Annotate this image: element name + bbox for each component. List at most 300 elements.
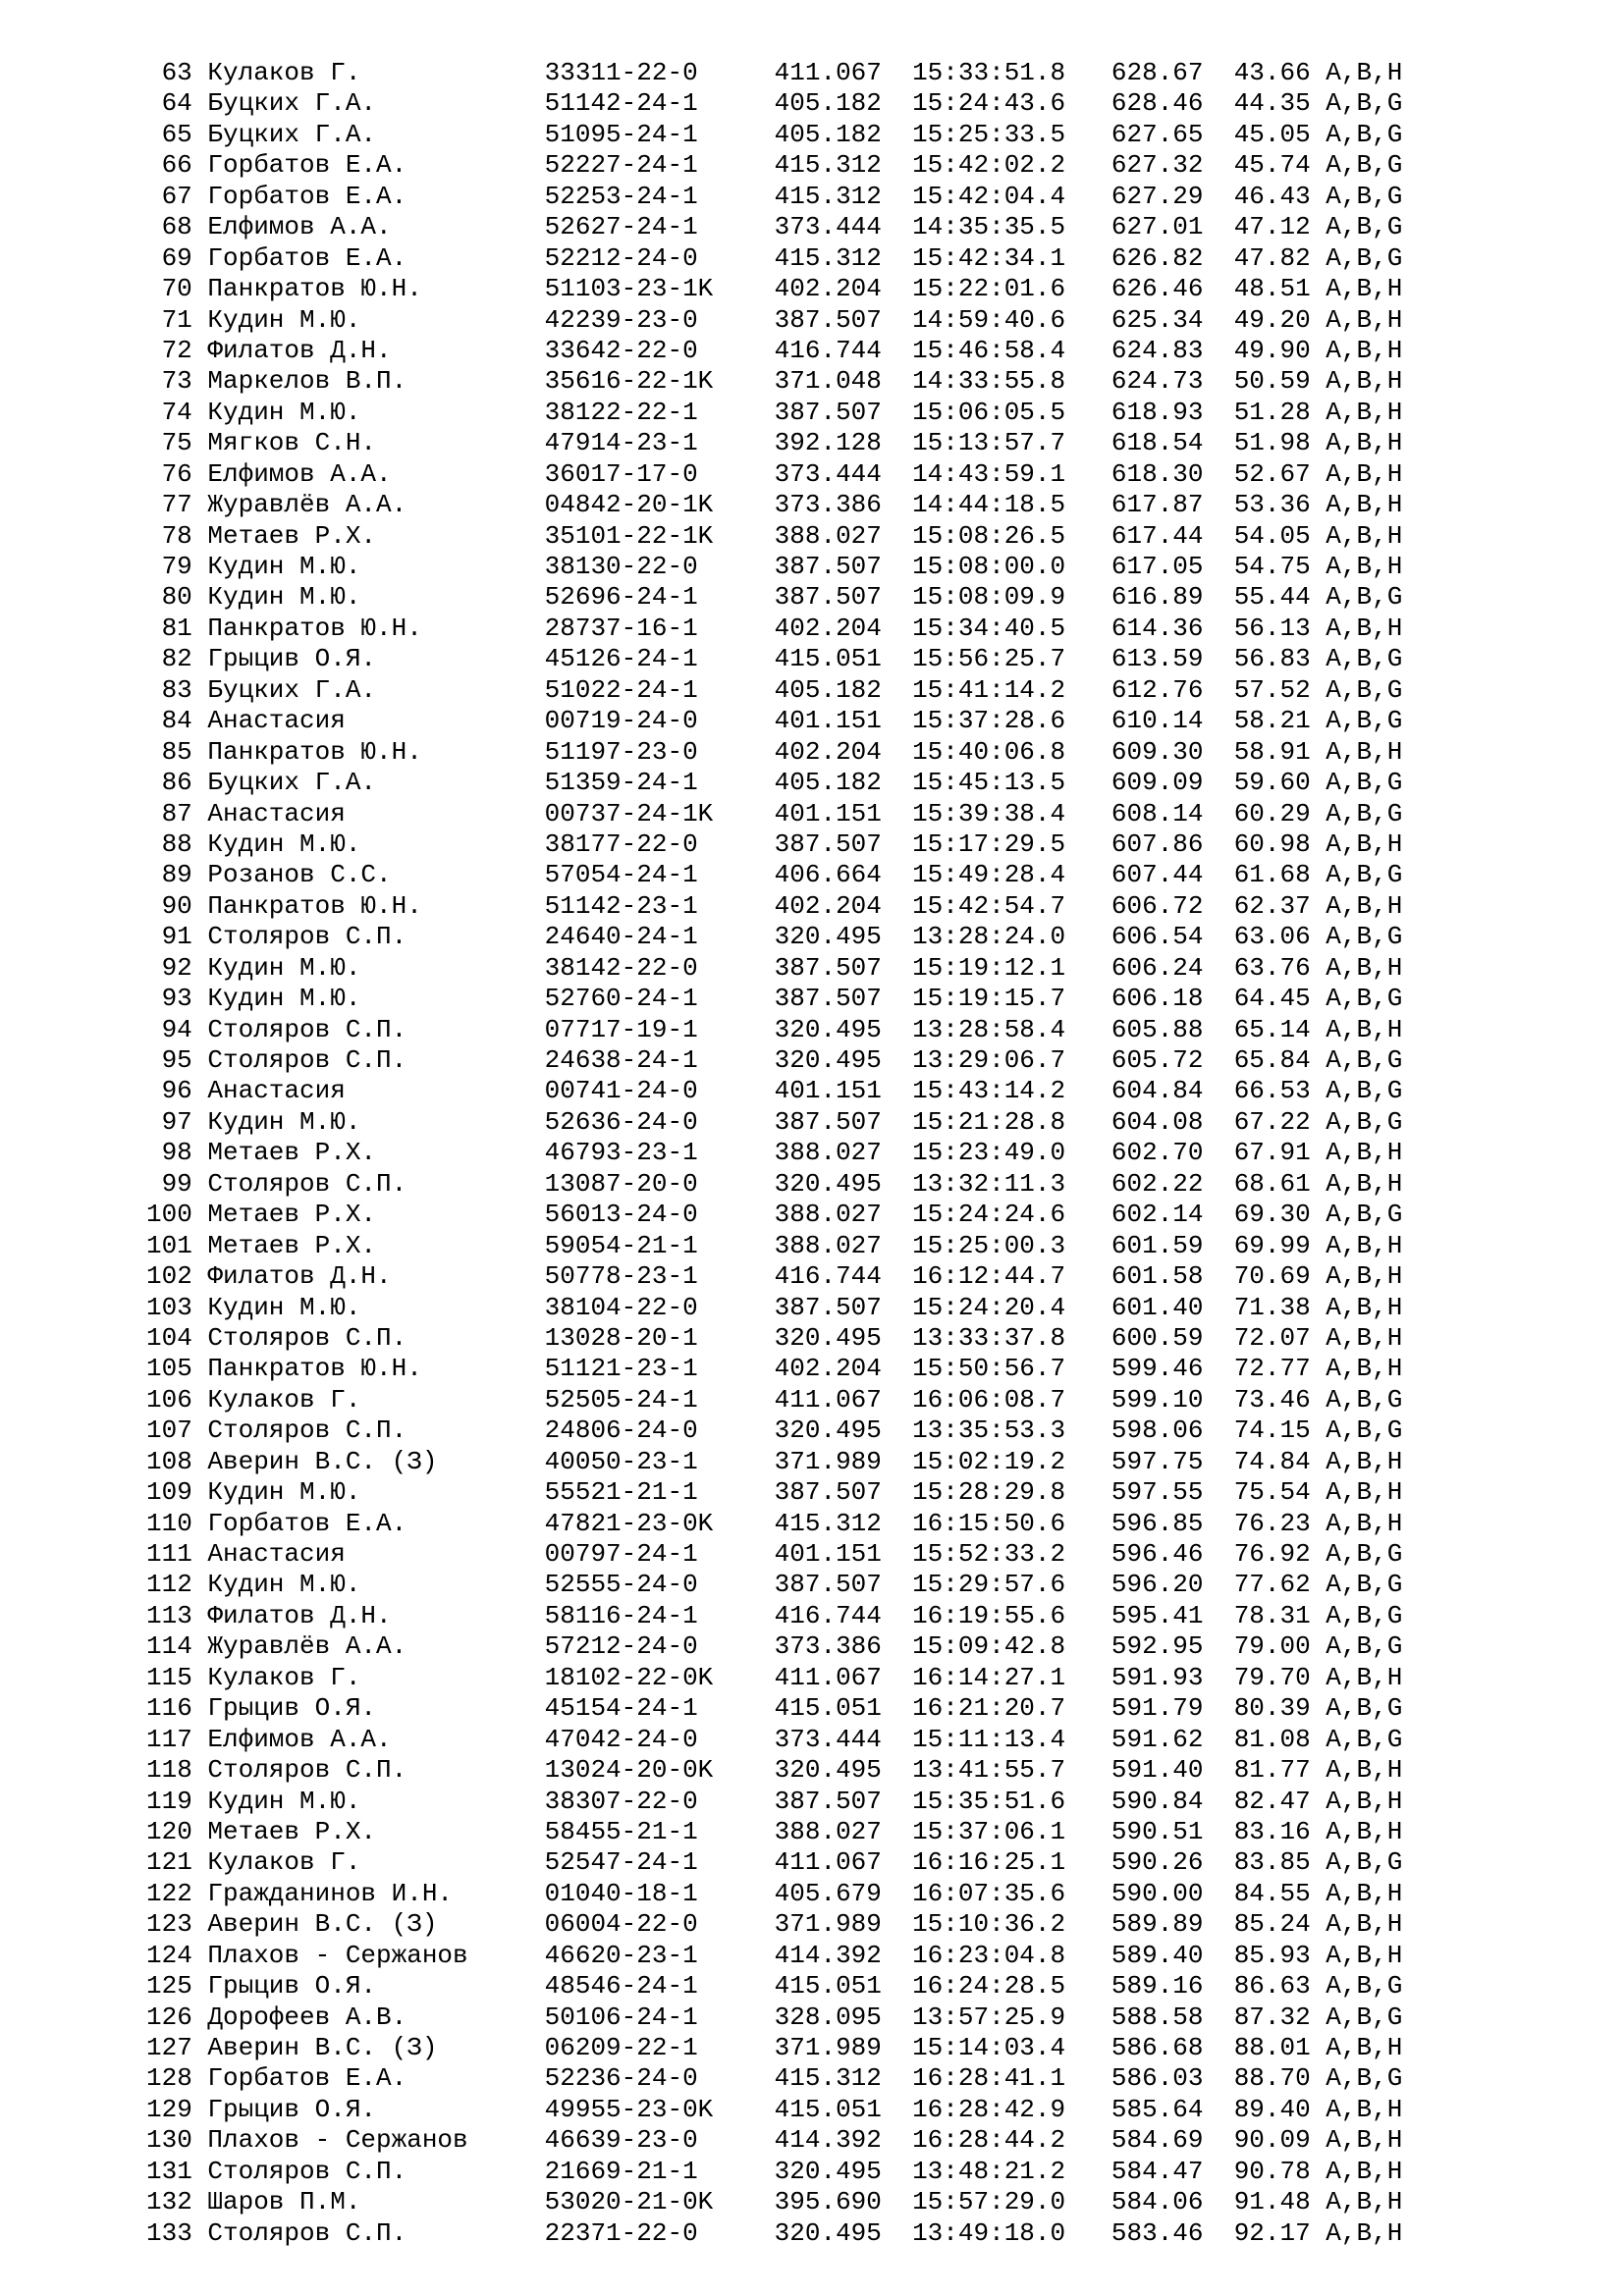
name-cell: Аверин В.С. (З)	[207, 1909, 438, 1940]
value2-cell: 601.59	[1110, 1230, 1204, 1260]
document-table	[146, 58, 1402, 2249]
flags-cell: A,B,H	[1326, 1878, 1403, 1908]
id-code-cell: 45154-24-1	[544, 1693, 698, 1724]
row-number-cell: 101	[146, 1230, 192, 1260]
row-number-cell: 108	[146, 1446, 192, 1476]
name-cell: Кудин М.Ю.	[207, 552, 361, 581]
row-number-cell: 119	[146, 1786, 192, 1816]
value1-cell: 320.495	[774, 2217, 882, 2248]
value1-cell: 395.690	[774, 2187, 882, 2217]
value1-cell: 387.507	[774, 952, 882, 983]
name-cell: Горбатов Е.А.	[207, 2063, 407, 2094]
flags-cell: A,B,G	[1326, 1106, 1403, 1137]
name-cell: Панкратов Ю.Н.	[207, 1354, 422, 1384]
value1-cell: 371.048	[774, 366, 882, 397]
flags-cell: A,B,H	[1326, 552, 1403, 581]
row-number-cell: 74	[161, 397, 192, 427]
value2-cell: 590.51	[1110, 1816, 1204, 1846]
name-cell: Грыцив О.Я.	[207, 1971, 377, 2002]
row-number-cell: 86	[161, 768, 192, 798]
table-row	[146, 829, 1402, 860]
value1-cell: 402.204	[774, 1354, 882, 1384]
value2-cell: 595.41	[1110, 1600, 1204, 1630]
name-cell: Аверин В.С. (З)	[207, 1446, 438, 1476]
table-row	[146, 120, 1402, 150]
name-cell: Кудин М.Ю.	[207, 952, 361, 983]
value3-cell: 70.69	[1233, 1261, 1311, 1292]
value2-cell: 605.72	[1110, 1045, 1204, 1075]
time-cell: 15:19:12.1	[912, 952, 1066, 983]
row-number-cell: 84	[161, 706, 192, 736]
name-cell: Кулаков Г.	[207, 1847, 361, 1878]
id-code-cell: 52227-24-1	[544, 150, 698, 181]
id-code-cell: 51197-23-0	[544, 736, 698, 767]
flags-cell: A,B,H	[1326, 520, 1403, 551]
flags-cell: A,B,H	[1326, 2125, 1403, 2156]
value3-cell: 88.70	[1233, 2063, 1311, 2094]
id-code-cell: 50778-23-1	[544, 1261, 698, 1292]
value1-cell: 415.051	[774, 1693, 882, 1724]
id-code-cell: 59054-21-1	[544, 1230, 698, 1260]
value3-cell: 76.23	[1233, 1508, 1311, 1538]
value2-cell: 591.62	[1110, 1724, 1204, 1754]
value2-cell: 590.26	[1110, 1847, 1204, 1878]
row-number-cell: 105	[146, 1354, 192, 1384]
row-number-cell: 65	[161, 119, 192, 149]
row-number-cell: 117	[146, 1724, 192, 1754]
flags-cell: A,B,G	[1326, 2002, 1403, 2032]
row-number-cell: 91	[161, 922, 192, 952]
row-number-cell: 77	[161, 490, 192, 520]
row-number-cell: 124	[146, 1940, 192, 1970]
row-number-cell: 85	[161, 736, 192, 767]
time-cell: 16:12:44.7	[912, 1261, 1066, 1292]
id-code-cell: 00741-24-0	[544, 1076, 698, 1106]
table-row	[146, 737, 1402, 768]
name-cell: Филатов Д.Н.	[207, 1600, 392, 1630]
time-cell: 15:46:58.4	[912, 335, 1066, 365]
value2-cell: 614.36	[1110, 613, 1204, 643]
table-row	[146, 984, 1402, 1014]
value1-cell: 328.095	[774, 2002, 882, 2032]
value3-cell: 46.43	[1233, 181, 1311, 211]
value2-cell: 597.55	[1110, 1477, 1204, 1508]
flags-cell: A,B,G	[1326, 1076, 1403, 1106]
value2-cell: 589.16	[1110, 1971, 1204, 2002]
flags-cell: A,B,H	[1326, 397, 1403, 427]
value3-cell: 91.48	[1233, 2187, 1311, 2217]
table-row	[146, 1755, 1402, 1786]
value2-cell: 617.05	[1110, 552, 1204, 581]
time-cell: 14:43:59.1	[912, 458, 1066, 489]
time-cell: 15:24:24.6	[912, 1200, 1066, 1230]
value3-cell: 66.53	[1233, 1076, 1311, 1106]
time-cell: 16:28:44.2	[912, 2125, 1066, 2156]
time-cell: 15:34:40.5	[912, 613, 1066, 643]
flags-cell: A,B,G	[1326, 674, 1403, 705]
id-code-cell: 52236-24-0	[544, 2063, 698, 2094]
value2-cell: 604.08	[1110, 1106, 1204, 1137]
name-cell: Метаев Р.Х.	[207, 1200, 377, 1230]
value2-cell: 602.14	[1110, 1200, 1204, 1230]
name-cell: Метаев Р.Х.	[207, 1816, 377, 1846]
time-cell: 15:42:34.1	[912, 242, 1066, 273]
flags-cell: A,B,G	[1326, 1415, 1403, 1446]
value3-cell: 80.39	[1233, 1693, 1311, 1724]
flags-cell: A,B,G	[1326, 706, 1403, 736]
name-cell: Столяров С.П.	[207, 1415, 407, 1446]
flags-cell: A,B,H	[1326, 1230, 1403, 1260]
value3-cell: 58.21	[1233, 706, 1311, 736]
name-cell: Мягков С.Н.	[207, 428, 377, 458]
row-number-cell: 118	[146, 1755, 192, 1786]
value1-cell: 414.392	[774, 1940, 882, 1970]
name-cell: Метаев Р.Х.	[207, 520, 377, 551]
table-row	[146, 1200, 1402, 1230]
table-row	[146, 1693, 1402, 1724]
value3-cell: 73.46	[1233, 1384, 1311, 1415]
id-code-cell: 48546-24-1	[544, 1971, 698, 2002]
time-cell: 16:14:27.1	[912, 1662, 1066, 1692]
id-code-cell: 57212-24-0	[544, 1631, 698, 1662]
value3-cell: 76.92	[1233, 1539, 1311, 1569]
time-cell: 15:09:42.8	[912, 1631, 1066, 1662]
time-cell: 13:48:21.2	[912, 2156, 1066, 2186]
table-row	[146, 706, 1402, 736]
value3-cell: 85.93	[1233, 1940, 1311, 1970]
table-row	[146, 1539, 1402, 1570]
id-code-cell: 01040-18-1	[544, 1878, 698, 1908]
value3-cell: 90.78	[1233, 2156, 1311, 2186]
table-row	[146, 582, 1402, 613]
value2-cell: 584.69	[1110, 2125, 1204, 2156]
flags-cell: A,B,H	[1326, 2033, 1403, 2062]
table-row	[146, 1169, 1402, 1200]
value3-cell: 90.09	[1233, 2125, 1311, 2156]
value2-cell: 618.30	[1110, 458, 1204, 489]
time-cell: 13:49:18.0	[912, 2217, 1066, 2248]
flags-cell: A,B,H	[1326, 1909, 1403, 1940]
flags-cell: A,B,H	[1326, 1786, 1403, 1816]
value1-cell: 387.507	[774, 552, 882, 581]
flags-cell: A,B,G	[1326, 922, 1403, 952]
name-cell: Грыцив О.Я.	[207, 2094, 377, 2124]
flags-cell: A,B,G	[1326, 1693, 1403, 1724]
time-cell: 15:29:57.6	[912, 1570, 1066, 1600]
table-row	[146, 1909, 1402, 1940]
value2-cell: 606.72	[1110, 890, 1204, 921]
row-number-cell: 115	[146, 1662, 192, 1692]
value3-cell: 63.76	[1233, 952, 1311, 983]
value2-cell: 590.84	[1110, 1786, 1204, 1816]
flags-cell: A,B,H	[1326, 490, 1403, 520]
table-row	[146, 1941, 1402, 1971]
table-row	[146, 521, 1402, 552]
value2-cell: 612.76	[1110, 674, 1204, 705]
id-code-cell: 33311-22-0	[544, 58, 698, 87]
time-cell: 13:57:25.9	[912, 2002, 1066, 2032]
time-cell: 15:08:00.0	[912, 552, 1066, 581]
value1-cell: 387.507	[774, 582, 882, 613]
row-number-cell: 69	[161, 242, 192, 273]
value1-cell: 320.495	[774, 1014, 882, 1044]
value1-cell: 415.312	[774, 242, 882, 273]
name-cell: Шаров П.М.	[207, 2187, 361, 2217]
name-cell: Панкратов Ю.Н.	[207, 890, 422, 921]
value2-cell: 602.70	[1110, 1138, 1204, 1168]
flags-cell: A,B,G	[1326, 181, 1403, 211]
value1-cell: 320.495	[774, 1045, 882, 1075]
value2-cell: 626.82	[1110, 242, 1204, 273]
value1-cell: 388.027	[774, 1200, 882, 1230]
name-cell: Столяров С.П.	[207, 1014, 407, 1044]
name-cell: Елфимов А.А.	[207, 458, 392, 489]
value3-cell: 60.29	[1233, 798, 1311, 828]
value3-cell: 54.75	[1233, 552, 1311, 581]
id-code-cell: 51121-23-1	[544, 1354, 698, 1384]
table-row	[146, 1601, 1402, 1631]
flags-cell: A,B,H	[1326, 1292, 1403, 1322]
value2-cell: 610.14	[1110, 706, 1204, 736]
value1-cell: 387.507	[774, 397, 882, 427]
value2-cell: 599.46	[1110, 1354, 1204, 1384]
value3-cell: 49.90	[1233, 335, 1311, 365]
table-row	[146, 1847, 1402, 1878]
value2-cell: 601.58	[1110, 1261, 1204, 1292]
row-number-cell: 113	[146, 1600, 192, 1630]
row-number-cell: 133	[146, 2217, 192, 2248]
value2-cell: 600.59	[1110, 1322, 1204, 1353]
time-cell: 13:41:55.7	[912, 1755, 1066, 1786]
time-cell: 16:15:50.6	[912, 1508, 1066, 1538]
id-code-cell: 47914-23-1	[544, 428, 698, 458]
value2-cell: 604.84	[1110, 1076, 1204, 1106]
flags-cell: A,B,G	[1326, 2063, 1403, 2094]
id-code-cell: 13028-20-1	[544, 1322, 698, 1353]
id-code-cell: 52547-24-1	[544, 1847, 698, 1878]
row-number-cell: 90	[161, 890, 192, 921]
row-number-cell: 110	[146, 1508, 192, 1538]
name-cell: Кудин М.Ю.	[207, 828, 361, 859]
value1-cell: 387.507	[774, 1477, 882, 1508]
id-code-cell: 46620-23-1	[544, 1940, 698, 1970]
flags-cell: A,B,H	[1326, 1755, 1403, 1786]
value3-cell: 86.63	[1233, 1971, 1311, 2002]
time-cell: 15:40:06.8	[912, 736, 1066, 767]
name-cell: Кудин М.Ю.	[207, 1106, 361, 1137]
time-cell: 15:52:33.2	[912, 1539, 1066, 1569]
time-cell: 15:06:05.5	[912, 397, 1066, 427]
id-code-cell: 28737-16-1	[544, 613, 698, 643]
value1-cell: 405.182	[774, 768, 882, 798]
time-cell: 14:33:55.8	[912, 366, 1066, 397]
table-row	[146, 2187, 1402, 2217]
id-code-cell: 18102-22-0K	[544, 1662, 714, 1692]
value3-cell: 71.38	[1233, 1292, 1311, 1322]
value2-cell: 627.32	[1110, 150, 1204, 181]
row-number-cell: 70	[161, 274, 192, 304]
flags-cell: A,B,G	[1326, 1847, 1403, 1878]
value2-cell: 589.89	[1110, 1909, 1204, 1940]
value3-cell: 56.13	[1233, 613, 1311, 643]
flags-cell: A,B,H	[1326, 274, 1403, 304]
id-code-cell: 40050-23-1	[544, 1446, 698, 1476]
flags-cell: A,B,H	[1326, 2187, 1403, 2217]
table-row	[146, 614, 1402, 644]
value2-cell: 618.54	[1110, 428, 1204, 458]
value2-cell: 624.83	[1110, 335, 1204, 365]
value3-cell: 45.05	[1233, 119, 1311, 149]
value2-cell: 627.29	[1110, 181, 1204, 211]
value2-cell: 591.79	[1110, 1693, 1204, 1724]
flags-cell: A,B,G	[1326, 644, 1403, 674]
flags-cell: A,B,H	[1326, 890, 1403, 921]
value2-cell: 586.03	[1110, 2063, 1204, 2094]
value1-cell: 416.744	[774, 1261, 882, 1292]
name-cell: Столяров С.П.	[207, 922, 407, 952]
value3-cell: 45.74	[1233, 150, 1311, 181]
flags-cell: A,B,G	[1326, 1724, 1403, 1754]
value1-cell: 371.989	[774, 1909, 882, 1940]
time-cell: 15:28:29.8	[912, 1477, 1066, 1508]
flags-cell: A,B,H	[1326, 2094, 1403, 2124]
id-code-cell: 24640-24-1	[544, 922, 698, 952]
flags-cell: A,B,G	[1326, 1570, 1403, 1600]
name-cell: Горбатов Е.А.	[207, 181, 407, 211]
value1-cell: 373.444	[774, 1724, 882, 1754]
flags-cell: A,B,G	[1326, 242, 1403, 273]
value3-cell: 74.84	[1233, 1446, 1311, 1476]
id-code-cell: 06004-22-0	[544, 1909, 698, 1940]
id-code-cell: 52696-24-1	[544, 582, 698, 613]
time-cell: 16:28:41.1	[912, 2063, 1066, 2094]
value1-cell: 320.495	[774, 922, 882, 952]
time-cell: 13:28:58.4	[912, 1014, 1066, 1044]
row-number-cell: 79	[161, 552, 192, 581]
name-cell: Буцких Г.А.	[207, 119, 377, 149]
value1-cell: 388.027	[774, 1230, 882, 1260]
value3-cell: 54.05	[1233, 520, 1311, 551]
value1-cell: 415.051	[774, 1971, 882, 2002]
row-number-cell: 66	[161, 150, 192, 181]
time-cell: 14:44:18.5	[912, 490, 1066, 520]
value3-cell: 82.47	[1233, 1786, 1311, 1816]
value3-cell: 50.59	[1233, 366, 1311, 397]
time-cell: 15:14:03.4	[912, 2033, 1066, 2062]
row-number-cell: 126	[146, 2002, 192, 2032]
table-row	[146, 1045, 1402, 1076]
value3-cell: 69.99	[1233, 1230, 1311, 1260]
id-code-cell: 33642-22-0	[544, 335, 698, 365]
flags-cell: A,B,G	[1326, 150, 1403, 181]
flags-cell: A,B,H	[1326, 304, 1403, 335]
time-cell: 15:23:49.0	[912, 1138, 1066, 1168]
row-number-cell: 80	[161, 582, 192, 613]
row-number-cell: 114	[146, 1631, 192, 1662]
value2-cell: 609.30	[1110, 736, 1204, 767]
table-row	[146, 150, 1402, 181]
id-code-cell: 38130-22-0	[544, 552, 698, 581]
time-cell: 15:21:28.8	[912, 1106, 1066, 1137]
flags-cell: A,B,G	[1326, 88, 1403, 119]
id-code-cell: 35101-22-1K	[544, 520, 714, 551]
row-number-cell: 116	[146, 1693, 192, 1724]
value1-cell: 415.312	[774, 1508, 882, 1538]
time-cell: 15:49:28.4	[912, 860, 1066, 890]
row-number-cell: 97	[161, 1106, 192, 1137]
table-row	[146, 675, 1402, 706]
flags-cell: A,B,H	[1326, 1446, 1403, 1476]
flags-cell: A,B,H	[1326, 1477, 1403, 1508]
value1-cell: 371.989	[774, 2033, 882, 2062]
time-cell: 15:25:00.3	[912, 1230, 1066, 1260]
name-cell: Кудин М.Ю.	[207, 1477, 361, 1508]
value2-cell: 596.85	[1110, 1508, 1204, 1538]
value1-cell: 320.495	[774, 1168, 882, 1199]
name-cell: Столяров С.П.	[207, 2156, 407, 2186]
flags-cell: A,B,H	[1326, 458, 1403, 489]
value1-cell: 402.204	[774, 613, 882, 643]
row-number-cell: 81	[161, 613, 192, 643]
table-row	[146, 768, 1402, 798]
value3-cell: 81.08	[1233, 1724, 1311, 1754]
row-number-cell: 92	[161, 952, 192, 983]
value1-cell: 405.182	[774, 119, 882, 149]
value1-cell: 402.204	[774, 890, 882, 921]
value1-cell: 320.495	[774, 1755, 882, 1786]
table-row	[146, 1076, 1402, 1106]
table-row	[146, 1015, 1402, 1045]
value1-cell: 405.182	[774, 674, 882, 705]
value1-cell: 401.151	[774, 1076, 882, 1106]
value1-cell: 405.679	[774, 1878, 882, 1908]
name-cell: Кудин М.Ю.	[207, 582, 361, 613]
name-cell: Столяров С.П.	[207, 1755, 407, 1786]
flags-cell: A,B,H	[1326, 952, 1403, 983]
id-code-cell: 22371-22-0	[544, 2217, 698, 2248]
value2-cell: 606.18	[1110, 984, 1204, 1014]
time-cell: 13:33:37.8	[912, 1322, 1066, 1353]
name-cell: Кулаков Г.	[207, 1384, 361, 1415]
value2-cell: 590.00	[1110, 1878, 1204, 1908]
value1-cell: 373.444	[774, 212, 882, 242]
time-cell: 15:13:57.7	[912, 428, 1066, 458]
table-row	[146, 1817, 1402, 1847]
time-cell: 13:29:06.7	[912, 1045, 1066, 1075]
name-cell: Буцких Г.А.	[207, 768, 377, 798]
value1-cell: 415.051	[774, 2094, 882, 2124]
value1-cell: 415.312	[774, 181, 882, 211]
value3-cell: 81.77	[1233, 1755, 1311, 1786]
value3-cell: 55.44	[1233, 582, 1311, 613]
time-cell: 16:24:28.5	[912, 1971, 1066, 2002]
row-number-cell: 130	[146, 2125, 192, 2156]
id-code-cell: 45126-24-1	[544, 644, 698, 674]
time-cell: 16:06:08.7	[912, 1384, 1066, 1415]
value2-cell: 591.93	[1110, 1662, 1204, 1692]
value2-cell: 592.95	[1110, 1631, 1204, 1662]
flags-cell: A,B,G	[1326, 1384, 1403, 1415]
time-cell: 15:24:43.6	[912, 88, 1066, 119]
table-row	[146, 1509, 1402, 1539]
value3-cell: 47.12	[1233, 212, 1311, 242]
table-row	[146, 428, 1402, 458]
value3-cell: 43.66	[1233, 58, 1311, 87]
name-cell: Грыцив О.Я.	[207, 644, 377, 674]
id-code-cell: 00719-24-0	[544, 706, 698, 736]
time-cell: 15:39:38.4	[912, 798, 1066, 828]
row-number-cell: 111	[146, 1539, 192, 1569]
